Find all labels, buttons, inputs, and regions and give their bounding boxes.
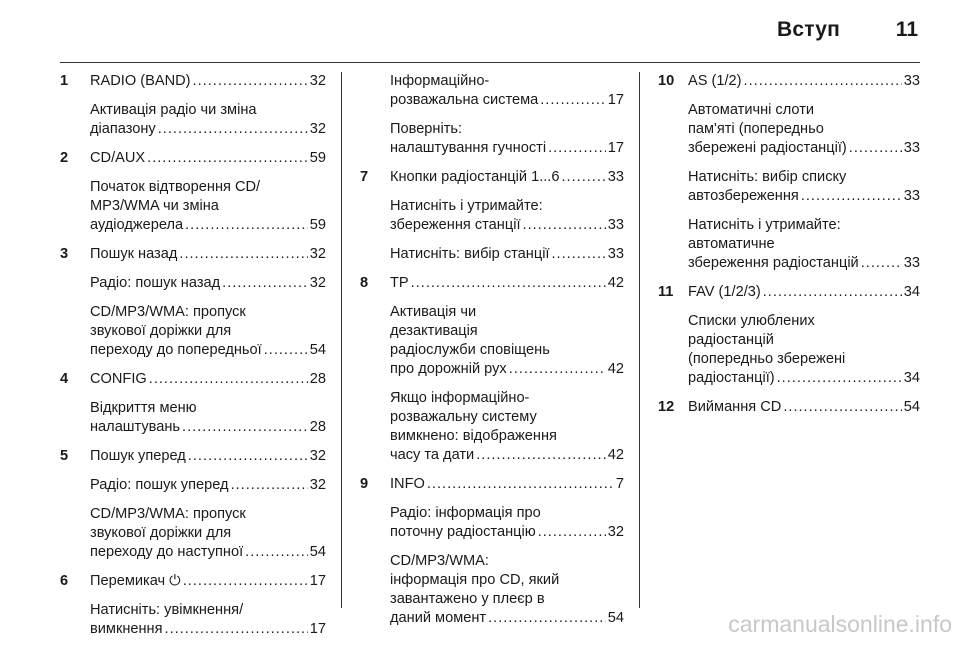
dot-leader <box>185 216 308 235</box>
dot-leader <box>165 620 308 639</box>
index-line <box>90 476 326 495</box>
entry-label: CONFIG <box>90 371 147 387</box>
entry-description-line: Поверніть: <box>390 121 463 137</box>
entry-description-line: CD/MP3/WMA: пропуск <box>90 506 246 522</box>
dot-leader <box>509 360 606 379</box>
entry-label: Радіо: пошук уперед <box>90 477 229 493</box>
dot-leader <box>548 139 606 158</box>
entry-description-line: радіослужби сповіщень <box>390 342 550 358</box>
index-line <box>390 274 624 293</box>
sub-entry <box>360 197 624 235</box>
page-reference: 59 <box>309 217 326 233</box>
control-entry <box>658 398 920 417</box>
dot-leader <box>222 274 308 293</box>
page-reference: 32 <box>309 246 326 262</box>
page-reference: 17 <box>607 140 624 156</box>
entry-label: даний момент <box>390 610 487 626</box>
page-reference: 33 <box>607 217 624 233</box>
entry-label: FAV (1/2/3) <box>688 284 761 300</box>
index-line <box>688 72 920 91</box>
page-reference: 54 <box>903 399 920 415</box>
page-reference: 17 <box>607 92 624 108</box>
index-line <box>90 120 326 139</box>
entry-description-line: завантажено у плеєр в <box>390 591 545 607</box>
page-reference: 33 <box>903 73 920 89</box>
column-divider <box>639 72 640 608</box>
control-entry <box>60 572 326 591</box>
index-line <box>390 523 624 542</box>
page-reference: 42 <box>607 361 624 377</box>
dot-leader <box>861 254 902 273</box>
control-number: 6 <box>60 573 69 589</box>
dot-leader <box>540 91 606 110</box>
entry-description-line: пам'яті (попередньо <box>688 121 824 137</box>
control-entry <box>60 245 326 264</box>
index-line <box>688 283 920 302</box>
page-reference: 33 <box>607 169 624 185</box>
page-reference: 28 <box>309 371 326 387</box>
dot-leader <box>147 149 308 168</box>
dot-leader <box>264 341 308 360</box>
sub-entry <box>60 303 326 360</box>
page-reference: 54 <box>309 342 326 358</box>
page-reference: 33 <box>903 255 920 271</box>
index-line <box>90 274 326 293</box>
index-column-2 <box>360 72 624 638</box>
entry-description-line: Відкриття меню <box>90 400 197 416</box>
sub-entry <box>60 101 326 139</box>
dot-leader <box>783 398 901 417</box>
dot-leader <box>777 369 902 388</box>
control-number: 7 <box>360 169 369 185</box>
column-divider <box>341 72 342 608</box>
entry-label: Пошук назад <box>90 246 178 262</box>
entry-description-line: Натисніть і утримайте: <box>390 198 543 214</box>
dot-leader <box>158 120 308 139</box>
sub-entry <box>360 552 624 628</box>
dot-leader <box>744 72 902 91</box>
entry-description-line: Активація чи <box>390 304 477 320</box>
sub-entry <box>60 399 326 437</box>
control-entry <box>360 274 624 293</box>
sub-entry <box>360 245 624 264</box>
sub-entry <box>658 101 920 158</box>
index-line <box>90 370 326 389</box>
page-reference: 32 <box>309 275 326 291</box>
entry-label: радіостанції) <box>688 370 775 386</box>
dot-leader <box>411 274 606 293</box>
sub-entry <box>60 476 326 495</box>
control-number: 9 <box>360 476 369 492</box>
dot-leader <box>763 283 902 302</box>
entry-label: TP <box>390 275 409 291</box>
index-line <box>390 609 624 628</box>
control-entry <box>658 72 920 91</box>
control-number: 8 <box>360 275 369 291</box>
entry-label: переходу до попередньої <box>90 342 262 358</box>
control-entry <box>60 447 326 466</box>
sub-entry <box>60 601 326 639</box>
entry-description-line: автоматичне <box>688 236 775 252</box>
sub-entry <box>360 72 624 110</box>
dot-leader <box>427 475 614 494</box>
page-number: 11 <box>895 18 918 41</box>
index-column-1 <box>60 72 326 649</box>
dot-leader <box>183 572 308 591</box>
index-line <box>390 245 624 264</box>
entry-label: збереження станції <box>390 217 521 233</box>
entry-description-line: вимкнено: відображення <box>390 428 557 444</box>
page-reference: 34 <box>903 284 920 300</box>
section-title: Вступ <box>776 18 840 41</box>
entry-label: AS (1/2) <box>688 73 742 89</box>
sub-entry <box>60 274 326 293</box>
entry-description-line: Якщо інформаційно- <box>390 390 530 406</box>
sub-entry <box>60 505 326 562</box>
entry-label: Виймання CD <box>688 399 782 415</box>
index-line <box>688 254 920 273</box>
index-line <box>390 139 624 158</box>
entry-label: Пошук уперед <box>90 448 186 464</box>
entry-label: Перемикач ⏻ <box>90 573 181 589</box>
index-column-3 <box>658 72 920 427</box>
index-line <box>688 139 920 158</box>
entry-description-line: Активація радіо чи зміна <box>90 102 257 118</box>
entry-label: налаштування гучності <box>390 140 547 156</box>
entry-label: збереження радіостанцій <box>688 255 859 271</box>
page-reference: 32 <box>309 477 326 493</box>
control-entry <box>60 370 326 389</box>
page-reference: 32 <box>309 121 326 137</box>
dot-leader <box>476 446 606 465</box>
index-line <box>390 446 624 465</box>
entry-description-line: Натисніть: увімкнення/ <box>90 602 244 618</box>
dot-leader <box>182 418 308 437</box>
page-reference: 17 <box>309 621 326 637</box>
entry-description-line: інформація про CD, який <box>390 572 560 588</box>
entry-description-line: Натисніть: вибір списку <box>688 169 847 185</box>
page-reference: 32 <box>607 524 624 540</box>
control-number: 10 <box>658 73 675 89</box>
entry-description-line: Інформаційно- <box>390 73 490 89</box>
entry-label: Натисніть: вибір станції <box>390 246 550 262</box>
page-reference: 32 <box>309 73 326 89</box>
page-reference: 54 <box>309 544 326 560</box>
index-line <box>390 91 624 110</box>
entry-description-line: звукової доріжки для <box>90 323 232 339</box>
entry-description-line: Списки улюблених <box>688 313 815 329</box>
page-reference: 7 <box>615 476 624 492</box>
sub-entry <box>658 312 920 388</box>
page-reference: 42 <box>607 275 624 291</box>
index-line <box>90 418 326 437</box>
entry-description-line: Автоматичні слоти <box>688 102 815 118</box>
page-reference: 54 <box>607 610 624 626</box>
entry-description-line: дезактивація <box>390 323 478 339</box>
page-header <box>0 0 960 62</box>
entry-label: RADIO (BAND) <box>90 73 191 89</box>
index-line <box>90 341 326 360</box>
dot-leader <box>561 168 605 187</box>
entry-label: налаштувань <box>90 419 181 435</box>
sub-entry <box>658 168 920 206</box>
watermark: carmanualsonline.info <box>728 611 952 637</box>
entry-label: збережені радіостанції) <box>688 140 847 156</box>
index-line <box>90 447 326 466</box>
entry-description-line: звукової доріжки для <box>90 525 232 541</box>
entry-label: Радіо: пошук назад <box>90 275 221 291</box>
control-number: 4 <box>60 371 69 387</box>
page-reference: 42 <box>607 447 624 463</box>
dot-leader <box>193 72 308 91</box>
control-entry <box>60 149 326 168</box>
entry-description-line: Радіо: інформація про <box>390 505 541 521</box>
dot-leader <box>245 543 308 562</box>
sub-entry <box>60 178 326 235</box>
entry-label: про дорожній рух <box>390 361 507 377</box>
index-line <box>390 360 624 379</box>
index-line <box>90 245 326 264</box>
control-entry <box>60 72 326 91</box>
index-line <box>90 620 326 639</box>
sub-entry <box>658 216 920 273</box>
entry-label: розважальна система <box>390 92 539 108</box>
dot-leader <box>179 245 307 264</box>
dot-leader <box>188 447 308 466</box>
entry-label: автозбереження <box>688 188 799 204</box>
index-line <box>688 398 920 417</box>
sub-entry <box>360 504 624 542</box>
page-reference: 33 <box>903 188 920 204</box>
index-line <box>90 149 326 168</box>
index-line <box>390 475 624 494</box>
index-line <box>90 543 326 562</box>
index-line <box>90 72 326 91</box>
entry-description-line: CD/MP3/WMA: <box>390 553 489 569</box>
dot-leader <box>849 139 902 158</box>
entry-label: CD/AUX <box>90 150 146 166</box>
entry-description-line: радіостанцій <box>688 332 774 348</box>
sub-entry <box>360 120 624 158</box>
entry-label: Кнопки радіостанцій 1...6 <box>390 169 560 185</box>
entry-description-line: розважальну систему <box>390 409 537 425</box>
dot-leader <box>538 523 606 542</box>
page-reference: 33 <box>607 246 624 262</box>
entry-label: вимкнення <box>90 621 163 637</box>
index-line <box>688 369 920 388</box>
control-entry <box>658 283 920 302</box>
entry-label: поточну радіостанцію <box>390 524 536 540</box>
entry-description-line: (попередньо збережені <box>688 351 846 367</box>
dot-leader <box>231 476 308 495</box>
page-reference: 28 <box>309 419 326 435</box>
dot-leader <box>523 216 606 235</box>
entry-label: часу та дати <box>390 447 475 463</box>
sub-entry <box>360 303 624 379</box>
page-reference: 17 <box>309 573 326 589</box>
page-reference: 59 <box>309 150 326 166</box>
index-line <box>90 216 326 235</box>
control-number: 2 <box>60 150 69 166</box>
sub-entry <box>360 389 624 465</box>
control-entry <box>360 475 624 494</box>
entry-label: діапазону <box>90 121 156 137</box>
index-line <box>390 168 624 187</box>
page-reference: 32 <box>309 448 326 464</box>
entry-label: аудіоджерела <box>90 217 184 233</box>
entry-label: переходу до наступної <box>90 544 244 560</box>
index-line <box>90 572 326 591</box>
control-number: 11 <box>658 284 674 300</box>
dot-leader <box>149 370 308 389</box>
dot-leader <box>801 187 902 206</box>
entry-description-line: Початок відтворення CD/ <box>90 179 261 195</box>
header-divider <box>60 62 920 63</box>
control-number: 5 <box>60 448 69 464</box>
dot-leader <box>552 245 606 264</box>
index-line <box>688 187 920 206</box>
entry-label: INFO <box>390 476 425 492</box>
entry-description-line: MP3/WMA чи зміна <box>90 198 219 214</box>
dot-leader <box>488 609 606 628</box>
page-reference: 34 <box>903 370 920 386</box>
index-line <box>390 216 624 235</box>
entry-description-line: Натисніть і утримайте: <box>688 217 841 233</box>
entry-description-line: CD/MP3/WMA: пропуск <box>90 304 246 320</box>
control-number: 1 <box>60 73 69 89</box>
control-number: 12 <box>658 399 675 415</box>
control-entry <box>360 168 624 187</box>
page-reference: 33 <box>903 140 920 156</box>
control-number: 3 <box>60 246 69 262</box>
